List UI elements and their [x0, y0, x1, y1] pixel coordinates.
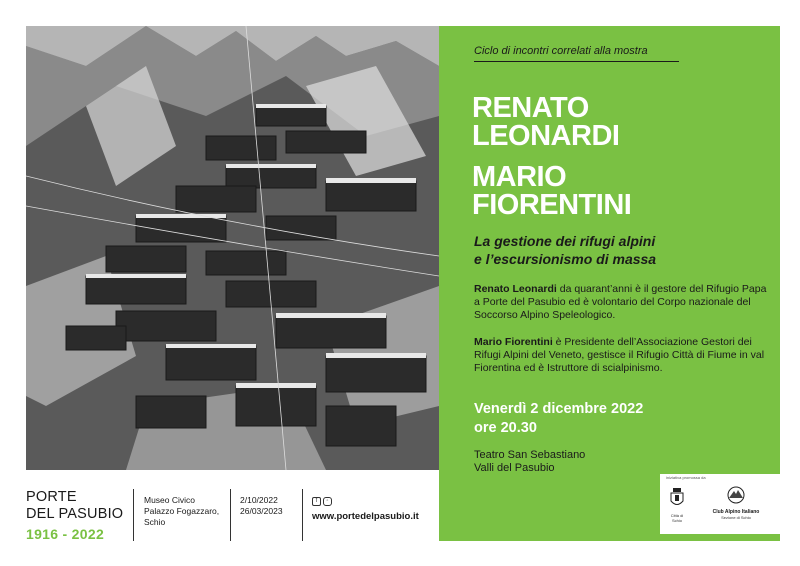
- event-date: Venerdì 2 dicembre 2022: [474, 401, 644, 417]
- speaker1-name: RENATO LEONARDI: [472, 92, 620, 152]
- event-topic: [474, 232, 764, 268]
- event-time: ore 20.30: [474, 420, 537, 436]
- footer-divider-3: [302, 489, 303, 541]
- bio-renato: [474, 283, 769, 322]
- historic-photo-mountain-barracks: [26, 26, 439, 470]
- museum-line3: Schio: [144, 517, 166, 527]
- museum-line1: Museo Civico: [144, 495, 196, 505]
- exhibition-title-line1: PORTE: [26, 489, 77, 505]
- exhibition-title-line2: DEL PASUBIO: [26, 506, 124, 522]
- exhibition-years: 1916 - 2022: [26, 526, 105, 542]
- social-icons: [312, 497, 332, 506]
- venue-line1: Teatro San Sebastiano: [474, 449, 586, 461]
- cai-name: Club Alpino Italiano: [712, 509, 760, 515]
- topic-line2: e l’escursionismo di massa: [474, 251, 657, 267]
- bio2-name: Mario Fiorentini: [474, 336, 553, 348]
- schio-label: Città di Schio: [670, 513, 684, 523]
- museum-line2: Palazzo Fogazzaro,: [144, 506, 220, 516]
- speaker2-name: MARIO FIORENTINI: [472, 161, 632, 221]
- event-panel: [439, 26, 780, 541]
- event-datetime: [474, 400, 643, 438]
- website-link[interactable]: www.portedelpasubio.it: [312, 511, 419, 522]
- event-venue: [474, 449, 585, 475]
- logo-cai: [708, 486, 764, 520]
- photo-illustration: [26, 26, 439, 470]
- promo-label: iniziativa promossa da: [666, 475, 706, 480]
- footer-divider-2: [230, 489, 231, 541]
- end-date: 26/03/2023: [240, 506, 283, 516]
- bio2-text: è Presidente dell’Associazione Gestori dei Rifugi Alpini del Veneto, gestisce il Rifugio Città di Fiume in val Fiorentina ed è Istruttore di scialpinismo.: [474, 336, 765, 374]
- bio1-name: Renato Leonardi: [474, 283, 557, 295]
- bio1-text: da quarant’anni è il gestore del Rifugio Papa a Porte del Pasubio ed è volontario del Corpo nazionale del Soccorso Alpino Speleologico.: [474, 283, 767, 321]
- cycle-label: Ciclo di incontri correlati alla mostra: [474, 45, 679, 62]
- exhibition-dates: [240, 495, 283, 517]
- museum-location: [144, 495, 219, 528]
- bio-mario: [474, 336, 769, 375]
- start-date: 2/10/2022: [240, 495, 278, 505]
- exhibition-title: [26, 489, 136, 523]
- cai-logo-icon: [725, 486, 747, 504]
- cai-section: Sezione di Schio: [721, 515, 751, 520]
- topic-line1: La gestione dei rifugi alpini: [474, 233, 656, 249]
- logo-schio: [668, 488, 686, 523]
- footer-divider-1: [133, 489, 134, 541]
- venue-line2: Valli del Pasubio: [474, 462, 555, 474]
- facebook-icon[interactable]: f: [312, 497, 321, 506]
- instagram-icon[interactable]: ◦: [323, 497, 332, 506]
- schio-crest-icon: [670, 488, 684, 508]
